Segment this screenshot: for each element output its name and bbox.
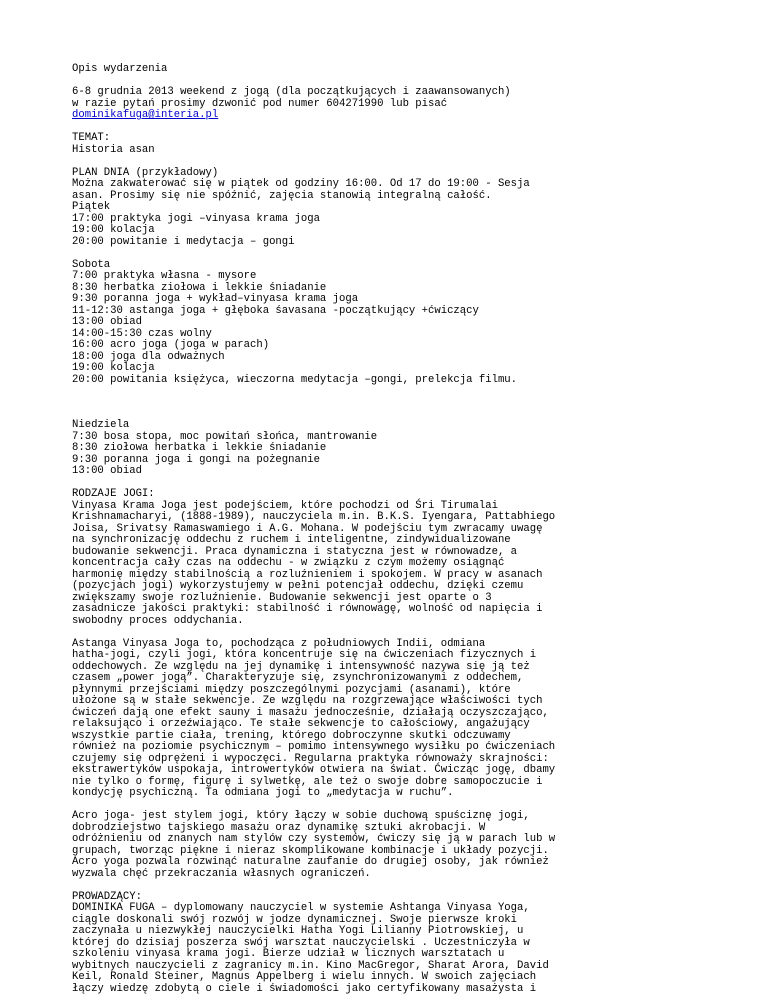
saturday-line: 19:00 kolacja [72,363,712,375]
paragraph-line: czasem „power jogą”. Charakteryzuje się, zsynchronizowanymi z oddechem, [72,673,712,685]
paragraph-line: DOMINIKA FUGA – dyplomowany nauczyciel w systemie Ashtanga Vinyasa Yoga, [72,903,712,915]
intro-line: w razie pytań prosimy dzwonić pod numer 604271990 lub pisać [72,99,712,111]
paragraph-line: Joisa, Srivatsy Ramaswamiego i A.G. Mohana. W podejściu tym zwracamy uwagę [72,524,712,536]
document-page [72,64,712,995]
astanga-paragraph [72,639,712,800]
paragraph-line: Acro yoga pozwala rozwinąć naturalne zaufanie do drugiej osoby, jak również [72,857,712,869]
saturday-line: Sobota [72,260,712,272]
paragraph-line: kondycję psychiczną. Ta odmiana jogi to „medytacja w ruchu”. [72,788,712,800]
paragraph-line: nie tylko o formę, figurę i sylwetkę, ale też o swoje dobre samopoczucie i [72,777,712,789]
paragraph-line: wybitnych nauczycieli z zagranicy m.in. Kino MacGregor, Sharat Arora, David [72,961,712,973]
event-heading: Opis wydarzenia [72,64,712,76]
plan-line: Można zakwaterować się w piątek od godziny 16:00. Od 17 do 19:00 - Sesja [72,179,712,191]
acro-paragraph [72,811,712,880]
paragraph-line: hatha-jogi, czyli jogi, która koncentruje się na ćwiczeniach fizycznych i [72,650,712,662]
paragraph-line: koncentracja cały czas na oddechu - w związku z czym możemy osiągnąć [72,558,712,570]
paragraph-line: ćwiczeń dają one efekt sauny i masażu jednocześnie, działają oczyszczająco, [72,708,712,720]
paragraph-line: oddechowych. Ze względu na jej dynamikę i intensywność nazywa się ją też [72,662,712,674]
instructors-section [72,892,712,995]
saturday-line: 18:00 joga dla odważnych [72,352,712,364]
paragraph-line: Acro joga- jest stylem jogi, który łączy w sobie duchową spuściznę jogi, [72,811,712,823]
paragraph-line: relaksująco i orzeźwiająco. Te stałe sekwencje to całościowy, angażujący [72,719,712,731]
paragraph-line: wyzwala chęć przekraczania własnych ograniczeń. [72,869,712,881]
paragraph-line: Keil, Ronald Steiner, Magnus Appelberg i wielu innych. W swoich zajęciach [72,972,712,984]
plan-line: 19:00 kolacja [72,225,712,237]
paragraph-line: odróżnieniu od znanych nam stylów czy systemów, ćwiczy się ją w parach lub w [72,834,712,846]
yoga-types-label: RODZAJE JOGI: [72,489,712,501]
paragraph-line: Vinyasa Krama Joga jest podejściem, które pochodzi od Śri Tirumalai [72,501,712,513]
intro-line: 6-8 grudnia 2013 weekend z jogą (dla początkujących i zaawansowanych) [72,87,712,99]
paragraph-line: płynnymi przejściami między poszczególnymi pozycjami (asanami), które [72,685,712,697]
sunday-line: 13:00 obiad [72,466,712,478]
vinyasa-paragraph [72,501,712,628]
sunday-line: 8:30 ziołowa herbatka i lekkie śniadanie [72,443,712,455]
topic-value: Historia asan [72,145,712,157]
saturday-line: 20:00 powitania księżyca, wieczorna medytacja –gongi, prelekcja filmu. [72,375,712,387]
paragraph-line: zwiększamy swoje rozluźnienie. Budowanie sekwencji jest oparte o 3 [72,593,712,605]
sunday-line: 7:30 bosa stopa, moc powitań słońca, mantrowanie [72,432,712,444]
paragraph-line: której do dzisiaj poszerza swój warsztat nauczycielski . Uczestniczyła w [72,938,712,950]
saturday-schedule [72,260,712,387]
paragraph-line: łączy wiedzę zdobytą o ciele i świadomości jako certyfikowany masażysta i [72,984,712,995]
paragraph-line: ciągle doskonali swój rozwój w jodze dynamicznej. Swoje pierwsze kroki [72,915,712,927]
instructors-label: PROWADZĄCY: [72,892,712,904]
saturday-line: 13:00 obiad [72,317,712,329]
saturday-line: 14:00-15:30 czas wolny [72,329,712,341]
paragraph-line: swobodny proces oddychania. [72,616,712,628]
paragraph-line: zasadnicze jakości praktyki: stabilność i równowagę, wolność od napięcia i [72,604,712,616]
paragraph-line: harmonię między stabilnością a rozluźnieniem i spokojem. W pracy w asanach [72,570,712,582]
paragraph-line: zaczynała u niezwykłej nauczycielki Hatha Yogi Lilianny Piotrowskiej, u [72,926,712,938]
paragraph-line: ekstrawertyków uspokaja, introwertyków otwiera na świat. Ćwicząc jogę, dbamy [72,765,712,777]
email-link[interactable]: dominikafuga@interia.pl [72,109,218,121]
paragraph-line: Astanga Vinyasa Joga to, pochodząca z południowych Indii, odmiana [72,639,712,651]
plan-line: PLAN DNIA (przykładowy) [72,168,712,180]
paragraph-line: (pozycjach jogi) wykorzystujemy w pełni potencjał oddechu, dzięki czemu [72,581,712,593]
paragraph-line: grupach, tworząc piękne i nieraz skomplikowane kombinacje i układy pozycji. [72,846,712,858]
paragraph-line: dobrodziejstwo tajskiego masażu oraz dynamikę sztuki akrobacji. W [72,823,712,835]
saturday-line: 11-12:30 astanga joga + głęboka śavasana -początkujący +ćwiczący [72,306,712,318]
plan-section [72,168,712,249]
plan-line: 20:00 powitanie i medytacja – gongi [72,237,712,249]
paragraph-line: czujemy się odprężeni i wypoczęci. Regularna praktyka równoważy skrajności: [72,754,712,766]
plan-line: Piątek [72,202,712,214]
sunday-line: 9:30 poranna joga i gongi na pożegnanie [72,455,712,467]
sunday-line: Niedziela [72,420,712,432]
saturday-line: 16:00 acro joga (joga w parach) [72,340,712,352]
saturday-line: 8:30 herbatka ziołowa i lekkie śniadanie [72,283,712,295]
event-intro [72,87,712,122]
topic-section [72,133,712,156]
sunday-schedule [72,420,712,478]
yoga-types-section [72,489,712,880]
saturday-line: 9:30 poranna joga + wykład–vinyasa krama joga [72,294,712,306]
topic-label: TEMAT: [72,133,712,145]
paragraph-line: Krishnamacharyi, (1888-1989), nauczyciela m.in. B.K.S. Iyengara, Pattabhiego [72,512,712,524]
plan-line: 17:00 praktyka jogi –vinyasa krama joga [72,214,712,226]
saturday-line: 7:00 praktyka własna - mysore [72,271,712,283]
paragraph-line: szkoleniu vinyasa krama jogi. Bierze udział w licznych warsztatach u [72,949,712,961]
plan-line: asan. Prosimy się nie spóźnić, zajęcia stanowią integralną całość. [72,191,712,203]
paragraph-line: wszystkie partie ciała, trening, którego dobroczynne skutki odczuwamy [72,731,712,743]
paragraph-line: budowanie sekwencji. Praca dynamiczna i statyczna jest w równowadze, a [72,547,712,559]
paragraph-line: również na poziomie psychicznym – pomimo intensywnego wysiłku po ćwiczeniach [72,742,712,754]
paragraph-line: ułożone są w stałe sekwencje. Ze względu na rozgrzewające właściwości tych [72,696,712,708]
paragraph-line: na synchronizację oddechu z ruchem i inteligentne, zindywidualizowane [72,535,712,547]
